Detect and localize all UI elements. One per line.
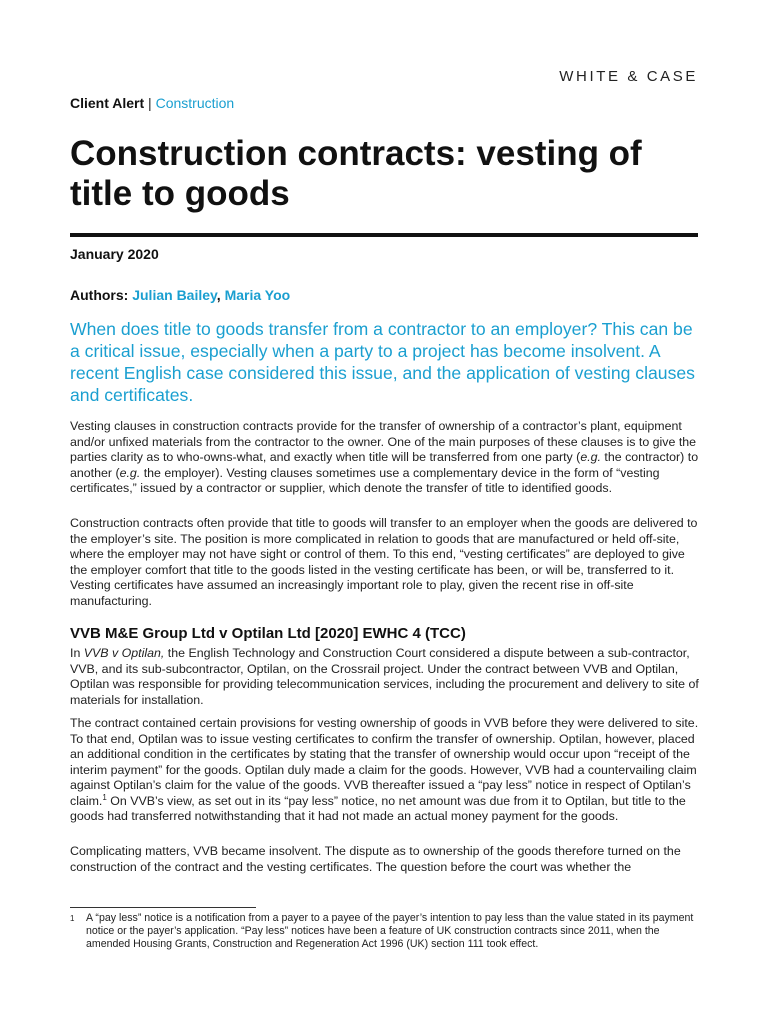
category-link[interactable]: Construction (155, 95, 235, 111)
case-subheading: VVB M&E Group Ltd v Optilan Ltd [2020] EWHC 4 (TCC) (70, 625, 466, 642)
footnote-rule (70, 907, 256, 908)
body-paragraph (70, 419, 700, 497)
client-alert-meta (70, 95, 234, 111)
italic-text: e.g. (580, 450, 601, 464)
publication-date: January 2020 (70, 246, 159, 262)
body-paragraph: Complicating matters, VVB became insolvent. The dispute as to ownership of the goods therefore turned on the construction of the contract and the vesting certificates. The question before the court was whether the (70, 844, 681, 874)
case-name: VVB v Optilan, (83, 646, 165, 660)
author-link[interactable]: Maria Yoo (224, 287, 291, 303)
paragraph-text: The contract contained certain provisions for vesting ownership of goods in VVB before they were delivered to site. To that end, Optilan was to issue vesting certificates to confirm the transfer of ownership. Optilan, however, placed an additional condition in the certificates by stating that the transfer of ownership would occur upon “receipt of the interim payment” for the goods. Optilan duly made a claim for the goods. However, VVB had a countervailing claim against Optilan’s claim for the value of the goods. VVB thereafter issued a “pay less” notice in respect of Optilan’s claim. (70, 716, 699, 808)
paragraph-text: the contractor) to another ( (70, 450, 699, 480)
authors-line (70, 287, 290, 303)
white-case-logo: WHITE & CASE (559, 68, 698, 85)
body-paragraph: Construction contracts often provide that title to goods will transfer to an employer when the goods are delivered to the employer’s site. The position is more complicated in relation to goods that are manufactured or held off-site, where the employer may not have sight or control of them. To this end, “vesting certificates” are deployed to give the employer comfort that title to the goods listed in the vesting certificate has been, or will be, transferred to it. Vesting certificates have assumed an increasingly important role to play, given the recent rise in off-site manufacturing. (70, 516, 698, 608)
footnote-number: 1 (70, 914, 75, 923)
footnote-text: A “pay less” notice is a notification from a payer to a payee of the payer’s intention to pay less than the value stated in its payment notice or the payer’s application. “Pay less” notices have been a feature of UK construction contracts since 2011, when the amended Housing Grants, Construction and Regeneration Act 1996 (UK) section 111 took effect. (86, 912, 694, 950)
paragraph-text: the English Technology and Construction Court considered a dispute between a sub-contractor, VVB, and its sub-subcontractor, Optilan, on the Crossrail project. Under the contract between VVB and Optilan, Optilan was responsible for providing telecommunication services, including the procurement and delivery to site of materials for installation. (70, 646, 699, 707)
body-paragraph (70, 646, 700, 708)
paragraph-text: On VVB’s view, as set out in its “pay less” notice, no net amount was due from it to Optilan, but title to the goods had transferred notwithstanding that it had not made an actual money payment for the goods. (70, 793, 686, 823)
paragraph-text: the employer). Vesting clauses sometimes use a complementary device in the form of “vesting certificates,” issued by a contractor or supplier, which denote the transfer of title to identified goods. (70, 465, 660, 495)
body-paragraph (70, 716, 700, 825)
footnote-reference[interactable]: 1 (102, 792, 107, 802)
meta-separator: | (148, 95, 152, 111)
authors-comma: , (216, 287, 221, 303)
document-title: Construction contracts: vesting of title to goods (70, 134, 642, 213)
lead-paragraph: When does title to goods transfer from a contractor to an employer? This can be a critical issue, especially when a party to a project has become insolvent. A recent English case considered this issue, and the application of vesting clauses and certificates. (70, 319, 695, 405)
client-alert-label: Client Alert (70, 95, 145, 111)
author-link[interactable]: Julian Bailey (132, 287, 217, 303)
authors-label: Authors: (70, 287, 129, 303)
paragraph-text: Vesting clauses in construction contracts provide for the transfer of ownership of a contractor’s plant, equipment and/or unfixed materials from the contractor to the owner. One of the main purposes of these clauses is to give the parties clarity as to who-owns-what, and exactly when title will be transferred from one party ( (70, 419, 697, 464)
italic-text: e.g. (119, 465, 141, 480)
title-rule (70, 233, 698, 237)
paragraph-text: In (70, 646, 84, 660)
